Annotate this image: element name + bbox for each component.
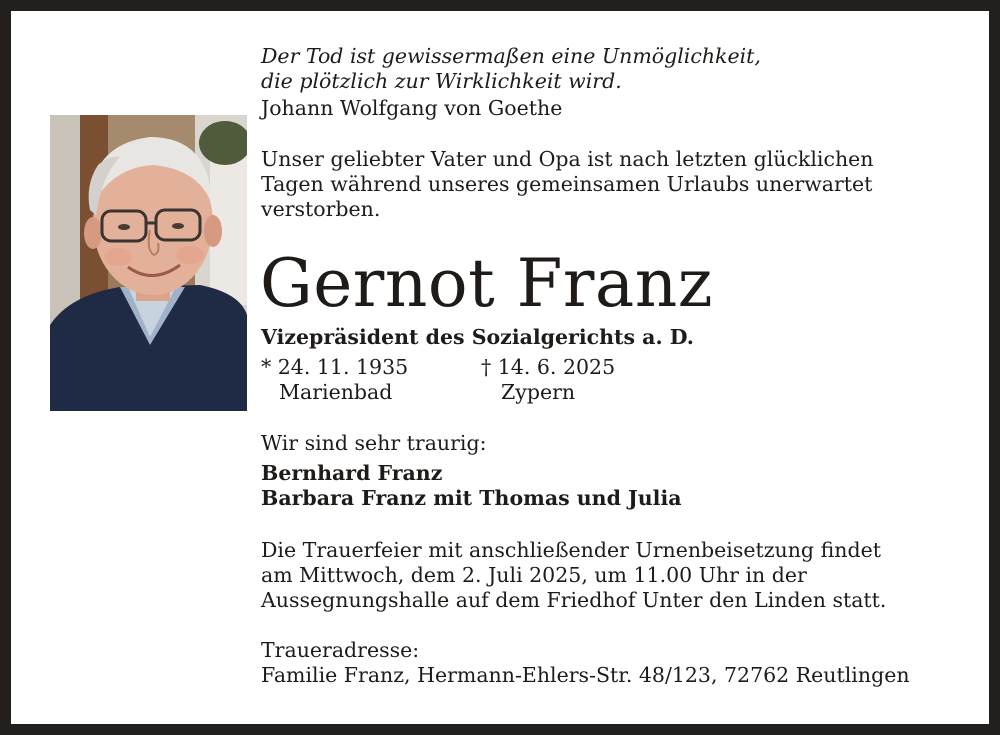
- deceased-name: Gernot Franz: [260, 245, 714, 322]
- address-value: Familie Franz, Hermann-Ehlers-Str. 48/123, 72762 Reutlingen: [261, 663, 910, 687]
- deceased-title: Vizepräsident des Sozialgerichts a. D.: [261, 325, 694, 349]
- mourners-intro: Wir sind sehr traurig:: [261, 431, 487, 455]
- quote-line-1: Der Tod ist gewissermaßen eine Unmöglichkeit,: [261, 44, 761, 68]
- intro-line-3: verstorben.: [261, 197, 381, 221]
- ceremony-line-2: am Mittwoch, dem 2. Juli 2025, um 11.00 Uhr in der: [261, 563, 807, 587]
- death-place: Zypern: [501, 380, 576, 404]
- quote-author: Johann Wolfgang von Goethe: [261, 96, 563, 120]
- address-label: Traueradresse:: [261, 638, 420, 662]
- quote-line-2: die plötzlich zur Wirklichkeit wird.: [261, 69, 622, 93]
- death-date: † 14. 6. 2025: [481, 355, 616, 379]
- portrait-photo: [50, 115, 247, 411]
- mourner-line-2: Barbara Franz mit Thomas und Julia: [261, 486, 682, 510]
- mourner-line-1: Bernhard Franz: [261, 461, 443, 485]
- intro-line-1: Unser geliebter Vater und Opa ist nach letzten glücklichen: [261, 147, 874, 171]
- birth-place: Marienbad: [279, 380, 393, 404]
- ceremony-line-1: Die Trauerfeier mit anschließender Urnenbeisetzung findet: [261, 538, 881, 562]
- birth-date: * 24. 11. 1935: [261, 355, 409, 379]
- intro-line-2: Tagen während unseres gemeinsamen Urlaubs unerwartet: [261, 172, 873, 196]
- ceremony-line-3: Aussegnungshalle auf dem Friedhof Unter den Linden statt.: [261, 588, 887, 612]
